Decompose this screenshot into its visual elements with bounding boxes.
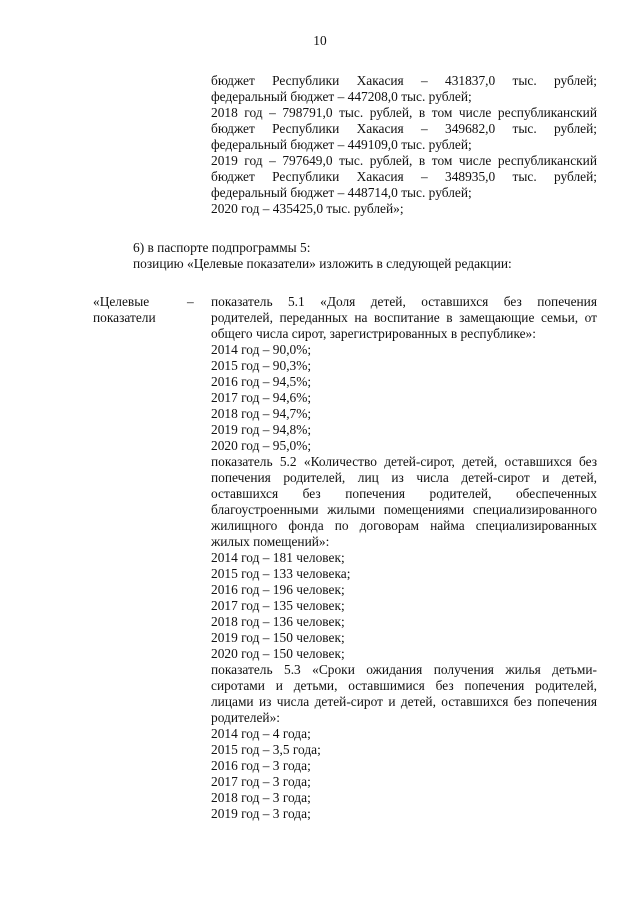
target-line: попечения родителей, лиц из числа детей-сирот и детей, xyxy=(211,470,597,485)
budget-line: 2020 год – 435425,0 тыс. рублей»; xyxy=(211,201,404,216)
target-line: жилищного фонда по договорам найма специализированных xyxy=(211,518,597,533)
budget-line: бюджет Республики Хакасия – 349682,0 тыс. рублей; xyxy=(211,121,597,136)
budget-line: федеральный бюджет – 448714,0 тыс. рублей; xyxy=(211,185,472,200)
target-line: 2020 год – 150 человек; xyxy=(211,646,345,661)
targets-label: показатели xyxy=(93,310,156,325)
target-line: показатель 5.2 «Количество детей-сирот, детей, оставшихся без xyxy=(211,454,597,469)
target-line: общего числа сирот, зарегистрированных в республике»: xyxy=(211,326,536,341)
target-line: благоустроенными жилыми помещениями специализированного xyxy=(211,502,597,517)
budget-line: 2019 год – 797649,0 тыс. рублей, в том числе республиканский xyxy=(211,153,597,168)
target-line: показатель 5.1 «Доля детей, оставшихся без попечения xyxy=(211,294,597,309)
amendment-instruction: позицию «Целевые показатели» изложить в следующей редакции: xyxy=(133,256,512,271)
target-line: оставшихся без попечения родителей, обеспеченных xyxy=(211,486,597,501)
target-line: 2020 год – 95,0%; xyxy=(211,438,312,453)
target-line: 2015 год – 90,3%; xyxy=(211,358,312,373)
target-line: родителей»: xyxy=(211,710,280,725)
target-line: 2017 год – 3 года; xyxy=(211,774,311,789)
target-line: родителей, переданных на воспитание в замещающие семьи, от xyxy=(211,310,597,325)
target-line: 2014 год – 181 человек; xyxy=(211,550,345,565)
target-line: 2019 год – 150 человек; xyxy=(211,630,345,645)
target-line: сиротами и детьми, оставшимися без попечения родителей, xyxy=(211,678,597,693)
target-line: 2019 год – 94,8%; xyxy=(211,422,312,437)
target-line: 2018 год – 136 человек; xyxy=(211,614,345,629)
target-line: 2015 год – 3,5 года; xyxy=(211,742,321,757)
target-line: 2016 год – 94,5%; xyxy=(211,374,312,389)
target-line: 2016 год – 196 человек; xyxy=(211,582,345,597)
target-line: 2015 год – 133 человека; xyxy=(211,566,351,581)
target-line: 2017 год – 94,6%; xyxy=(211,390,312,405)
amendment-item: 6) в паспорте подпрограммы 5: xyxy=(133,240,311,255)
targets-label: «Целевые xyxy=(93,294,150,309)
budget-line: федеральный бюджет – 449109,0 тыс. рублей; xyxy=(211,137,472,152)
target-line: 2017 год – 135 человек; xyxy=(211,598,345,613)
target-line: 2014 год – 4 года; xyxy=(211,726,311,741)
targets-dash: – xyxy=(187,294,194,309)
budget-line: федеральный бюджет – 447208,0 тыс. рублей; xyxy=(211,89,472,104)
target-line: 2018 год – 94,7%; xyxy=(211,406,312,421)
target-line: 2018 год – 3 года; xyxy=(211,790,311,805)
budget-line: бюджет Республики Хакасия – 431837,0 тыс. рублей; xyxy=(211,73,597,88)
target-line: лицами из числа детей-сирот и детей, оставшихся без попечения xyxy=(211,694,597,709)
budget-line: 2018 год – 798791,0 тыс. рублей, в том числе республиканский xyxy=(211,105,597,120)
target-line: жилых помещений»: xyxy=(211,534,330,549)
target-line: показатель 5.3 «Сроки ожидания получения жилья детьми- xyxy=(211,662,597,677)
target-line: 2014 год – 90,0%; xyxy=(211,342,312,357)
page-number: 10 xyxy=(313,33,327,48)
budget-line: бюджет Республики Хакасия – 348935,0 тыс. рублей; xyxy=(211,169,597,184)
target-line: 2016 год – 3 года; xyxy=(211,758,311,773)
target-line: 2019 год – 3 года; xyxy=(211,806,311,821)
